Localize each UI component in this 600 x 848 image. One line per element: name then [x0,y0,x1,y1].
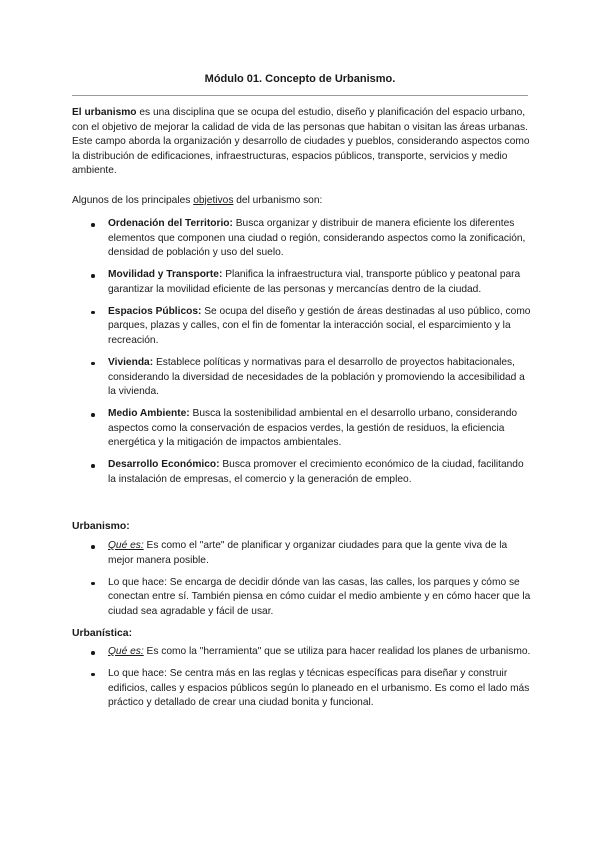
objectives-list [72,217,532,495]
list-item [72,268,532,297]
intro-text: es una disciplina que se ocupa del estudio, diseño y planificación del espacio urbano, con el objetivo de mejorar la calidad de vida de las personas que habitan o visitan las áreas urbanas. Este campo aborda la organización y desarrollo de ciudades y pueblos, considerando aspectos como la distribución de edificaciones, infraestructuras, espacios públicos, transporte, servicios y medio ambiente. [72,107,530,177]
objective-term: Desarrollo Económico: [108,459,220,471]
objective-term: Medio Ambiente: [108,408,190,420]
intro-paragraph [72,106,530,179]
objective-term: Movilidad y Transporte: [108,269,223,281]
urbanismo-list [72,539,532,627]
objectives-lead-before: Algunos de los principales [72,195,194,206]
objective-text: Planifica la infraestructura vial, transporte público y peatonal para garantizar la movilidad eficiente de las personas y mercancías dentro de la ciudad. [108,269,521,295]
objective-text: Establece políticas y normativas para el desarrollo de proyectos habitacionales, considerando la diversidad de necesidades de la población y promoviendo la accesibilidad a la vivienda. [108,356,525,398]
lo-que-hace-text: Lo que hace: Se encarga de decidir dónde van las casas, las calles, los parques y cómo se conectan entre sí. También piensa en cómo cuidar el medio ambiente y en cómo hacer que la ciudad sea agradable y fácil de usar. [108,576,531,617]
intro-bold-term: El urbanismo [72,107,137,118]
list-item [72,539,532,568]
objectives-link-text: objetivos [193,195,234,206]
objective-text: Se ocupa del diseño y gestión de áreas destinadas al uso público, como parques, plazas y calles, con el fin de fomentar la interacción social, el esparcimiento y la recreación. [108,305,531,346]
list-item [72,356,532,400]
objective-term: Vivienda: [108,356,154,368]
objective-text: Busca promover el crecimiento económico de la ciudad, facilitando la instalación de empresas, el comercio y la generación de empleo. [108,459,524,485]
list-item [72,576,532,620]
list-item [72,667,532,711]
objectives-lead [72,194,530,209]
title-divider [72,95,528,96]
que-es-text: Es como la "herramienta" que se utiliza para hacer realidad los planes de urbanismo. [143,646,531,657]
list-item [72,645,532,660]
que-es-label: Qué es: [108,540,144,551]
objective-term: Espacios Públicos: [108,305,202,317]
que-es-label: Qué es: [108,646,144,657]
objective-text: Busca la sostenibilidad ambiental en el desarrollo urbano, considerando aspectos como la conservación de espacios verdes, la gestión de residuos, la eficiencia energética y la mitigación de impactos ambientales. [108,408,518,449]
page-title: Módulo 01. Concepto de Urbanismo. [204,73,396,85]
objectives-lead-after: del urbanismo son: [233,195,323,206]
urbanistica-heading: Urbanística: [72,628,133,639]
list-item [72,407,532,451]
objective-term: Ordenación del Territorio: [108,218,233,229]
list-item [72,217,532,261]
urbanistica-list [72,645,532,718]
urbanismo-heading: Urbanismo: [72,521,130,532]
lo-que-hace-text: Lo que hace: Se centra más en las reglas y técnicas específicas para diseñar y construir edificios, calles y espacios públicos según lo planeado en el urbanismo. Es como el lado más práctico y detallado de crear una ciudad bonita y funcional. [108,667,530,709]
que-es-text: Es como el "arte" de planificar y organizar ciudades para que la gente viva de la mejor manera posible. [108,540,508,566]
objective-text: Busca organizar y distribuir de manera eficiente los diferentes elementos que componen una ciudad o región, considerando aspectos como la zonificación, densidad de población y uso del suelo. [108,218,526,259]
list-item [72,305,532,349]
list-item [72,458,532,487]
